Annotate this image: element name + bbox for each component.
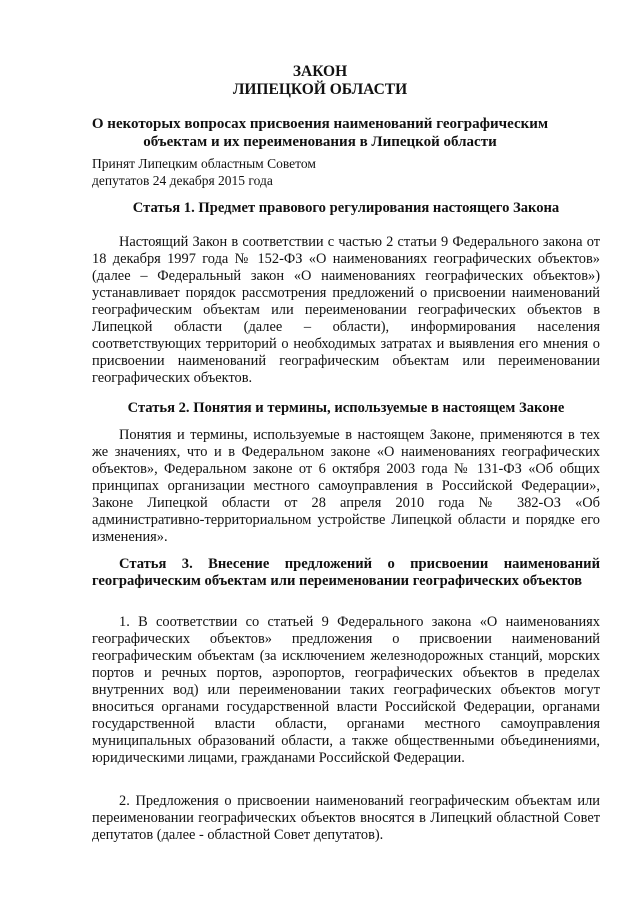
article-3-paragraph-2: 2. Предложения о присвоении наименований географическим объектам или переименовании географических объектов вносятся в Липецкий областной Совет депутатов (далее - областной Совет депутатов). — [92, 793, 600, 843]
article-2-heading: Статья 2. Понятия и термины, используемые в настоящем Законе — [127, 400, 565, 416]
law-subtitle: О некоторых вопросах присвоения наименований географическим объектам и их переименования в Липецкой области — [91, 116, 549, 150]
article-3-paragraph-1: 1. В соответствии со статьей 9 Федерального закона «О наименованиях географических объектов» предложения о присвоении наименований географическим объектам (за исключением железнодорожных станций, морских портов и речных портов, аэропортов, географических объектов в пределах внутренних вод) или переименовании таких географических объектов могут вноситься органами государственной власти Российской Федерации, органами государственной власти области, органами местного самоуправления муниципальных образований области, а также общественными объединениями, юридическими лицами, гражданами Российской Федерации. — [92, 614, 600, 766]
article-3-heading: Статья 3. Внесение предложений о присвоении наименований географическим объектам или переименовании географических объектов — [92, 556, 600, 589]
adoption-note-line2: депутатов 24 декабря 2015 года — [92, 173, 273, 188]
adoption-note-line1: Принят Липецким областным Советом — [92, 156, 316, 171]
article-1-heading: Статья 1. Предмет правового регулирования настоящего Закона — [132, 200, 560, 216]
article-2-paragraph-1: Понятия и термины, используемые в настоящем Законе, применяются в тех же значениях, что и в Федеральном законе «О наименованиях географических объектов», Федеральном законе от 6 октября 2003 года № 131-ФЗ «Об общих принципах организации местного самоуправления в Российской Федерации», Законе Липецкой области от 28 апреля 2010 года № 382-ОЗ «Об административно-территориальном устройстве Липецкой области и порядке его изменения». — [92, 427, 600, 545]
article-1-paragraph-1: Настоящий Закон в соответствии с частью 2 статьи 9 Федерального закона от 18 декабря 1997 года № 152-ФЗ «О наименованиях географических объектов» (далее – Федеральный закон «О наименованиях географических объектов») устанавливает порядок рассмотрения предложений о присвоении наименований географическим объектам или переименовании географических объектов в Липецкой области (далее – области), информирования населения соответствующих территорий о необходимых затратах и выявления его мнения о присвоении наименований географическим объектам или переименовании географических объектов. — [92, 234, 600, 386]
law-title: ЗАКОН — [292, 63, 348, 80]
law-region-title: ЛИПЕЦКОЙ ОБЛАСТИ — [232, 81, 408, 98]
